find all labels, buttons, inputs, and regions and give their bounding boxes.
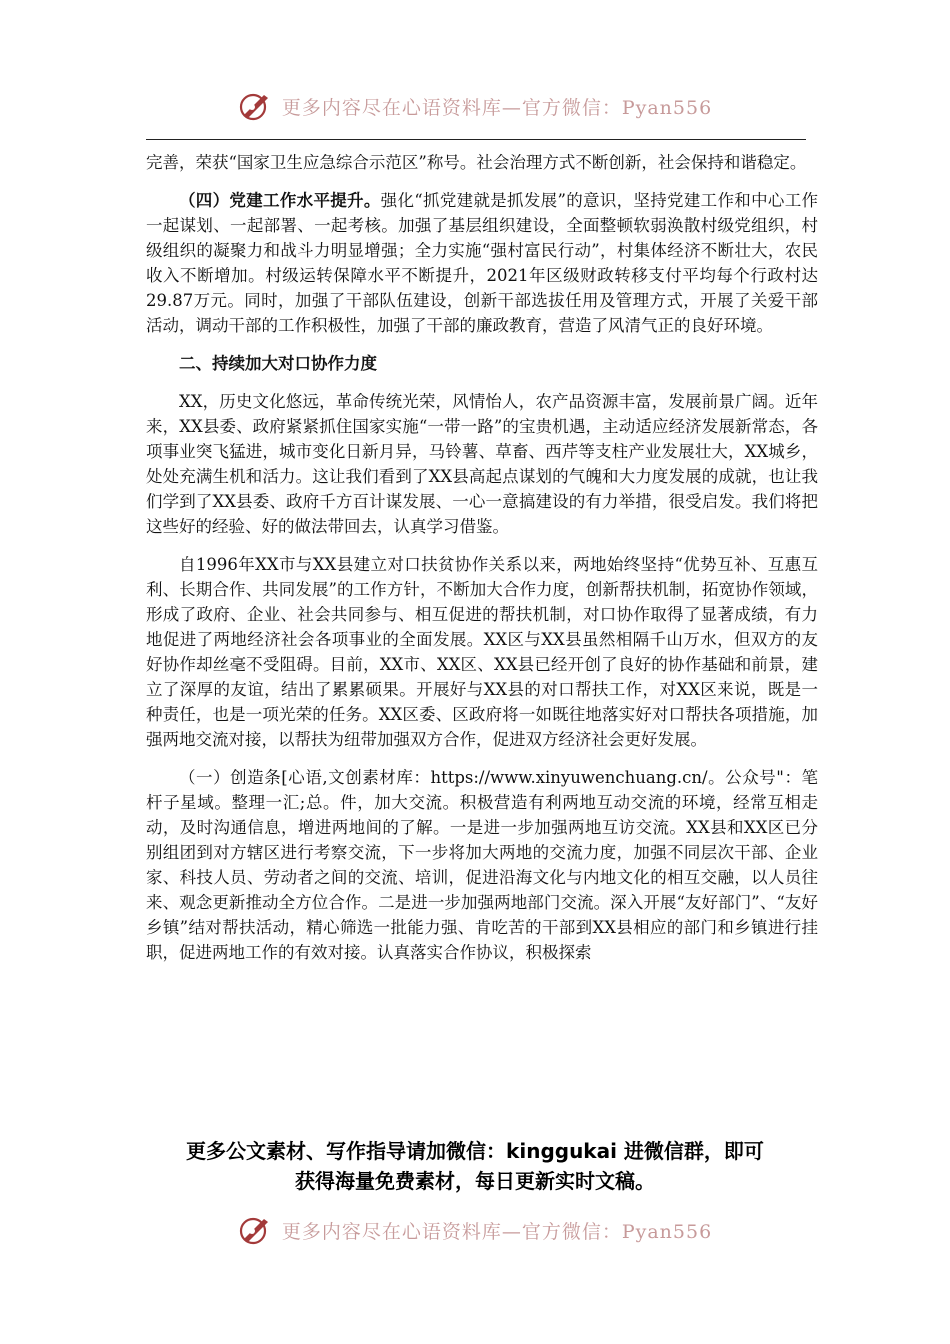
paragraph-3: XX，历史文化悠远，革命传统光荣，风情怡人，农产品资源丰富，发展前景广阔。近年来，XX县委、政府紧紧抓住国家实施“一带一路”的宝贵机遇，主动适应经济发展新常态，各项事业突飞猛进，城市变化日新月异，马铃薯、草畜、西芹等支柱产业发展壮大，XX城乡，处处充满生机和活力。这让我们看到了XX县高起点谋划的气魄和大力度发展的成就，也让我们学到了XX县委、政府千方百计谋发展、一心一意搞建设的有力举措，很受启发。我们将把这些好的经验、好的做法带回去，认真学习借鉴。 — [146, 392, 818, 536]
paragraph-1: 完善，荣获“国家卫生应急综合示范区”称号。社会治理方式不断创新，社会保持和谐稳定。 — [146, 153, 807, 172]
paragraph-2 — [146, 188, 818, 338]
header-banner — [0, 84, 950, 128]
document-body — [146, 150, 818, 978]
section-heading-2: 二、持续加大对口协作力度 — [179, 354, 377, 373]
promo-line-2: 获得海量免费素材，每日更新实时文稿。 — [295, 1169, 655, 1193]
pen-circle-logo-icon — [238, 1213, 272, 1247]
subsection-heading-4: （四）党建工作水平提升。 — [179, 191, 381, 210]
promo-line-1: 更多公文素材、写作指导请加微信：kinggukai 进微信群，即可 — [186, 1139, 764, 1163]
header-divider — [146, 139, 806, 140]
paragraph-2-text: 强化“抓党建就是抓发展”的意识，坚持党建工作和中心工作一起谋划、一起部署、一起考核。加强了基层组织建设，全面整顿软弱涣散村级党组织，村级组织的凝聚力和战斗力明显增强；全力实施“强村富民行动”，村集体经济不断壮大，农民收入不断增加。村级运转保障水平不断提升，2021年区级财政转移支付平均每个行政村达29.87万元。同时，加强了干部队伍建设，创新干部选拔任用及管理方式，开展了关爱干部活动，调动干部的工作积极性，加强了干部的廉政教育，营造了风清气正的良好环境。 — [146, 191, 818, 335]
pen-circle-logo-icon — [238, 89, 272, 123]
footer-banner-text: 更多内容尽在心语资料库—官方微信：Pyan556 — [281, 1220, 713, 1243]
paragraph-4: 自1996年XX市与XX县建立对口扶贫协作关系以来，两地始终坚持“优势互补、互惠互利、长期合作、共同发展”的工作方针，不断加大合作力度，创新帮扶机制，拓宽协作领域，形成了政府、企业、社会共同参与、相互促进的帮扶机制，对口协作取得了显著成绩，有力地促进了两地经济社会各项事业的全面发展。XX区与XX县虽然相隔千山万水，但双方的友好协作却丝毫不受阻碍。目前，XX市、XX区、XX县已经开创了良好的协作基础和前景，建立了深厚的友谊，结出了累累硕果。开展好与XX县的对口帮扶工作，对XX区来说，既是一种责任，也是一项光荣的任务。XX区委、区政府将一如既往地落实好对口帮扶各项措施，加强两地交流对接，以帮扶为纽带加强双方合作，促进双方经济社会更好发展。 — [146, 555, 818, 749]
header-banner-text: 更多内容尽在心语资料库—官方微信：Pyan556 — [281, 96, 713, 119]
footer-banner — [0, 1208, 950, 1252]
paragraph-5: （一）创造条[心语,文创素材库：https://www.xinyuwenchuang.cn/。公众号"：笔杆子星域。整理一汇;总。件，加大交流。积极营造有利两地互动交流的环境，经常互相走动，及时沟通信息，增进两地间的了解。一是进一步加强两地互访交流。XX县和XX区已分别组团到对方辖区进行考察交流，下一步将加大两地的交流力度，加强不同层次干部、企业家、科技人员、劳动者之间的交流、培训，促进沿海文化与内地文化的相互交融，以人员往来、观念更新推动全方位合作。二是进一步加强两地部门交流。深入开展“友好部门”、“友好乡镇”结对帮扶活动，精心筛选一批能力强、肯吃苦的干部到XX县相应的部门和乡镇进行挂职，促进两地工作的有效对接。认真落实合作协议，积极探索 — [146, 768, 818, 962]
promo-notice — [120, 1136, 830, 1196]
